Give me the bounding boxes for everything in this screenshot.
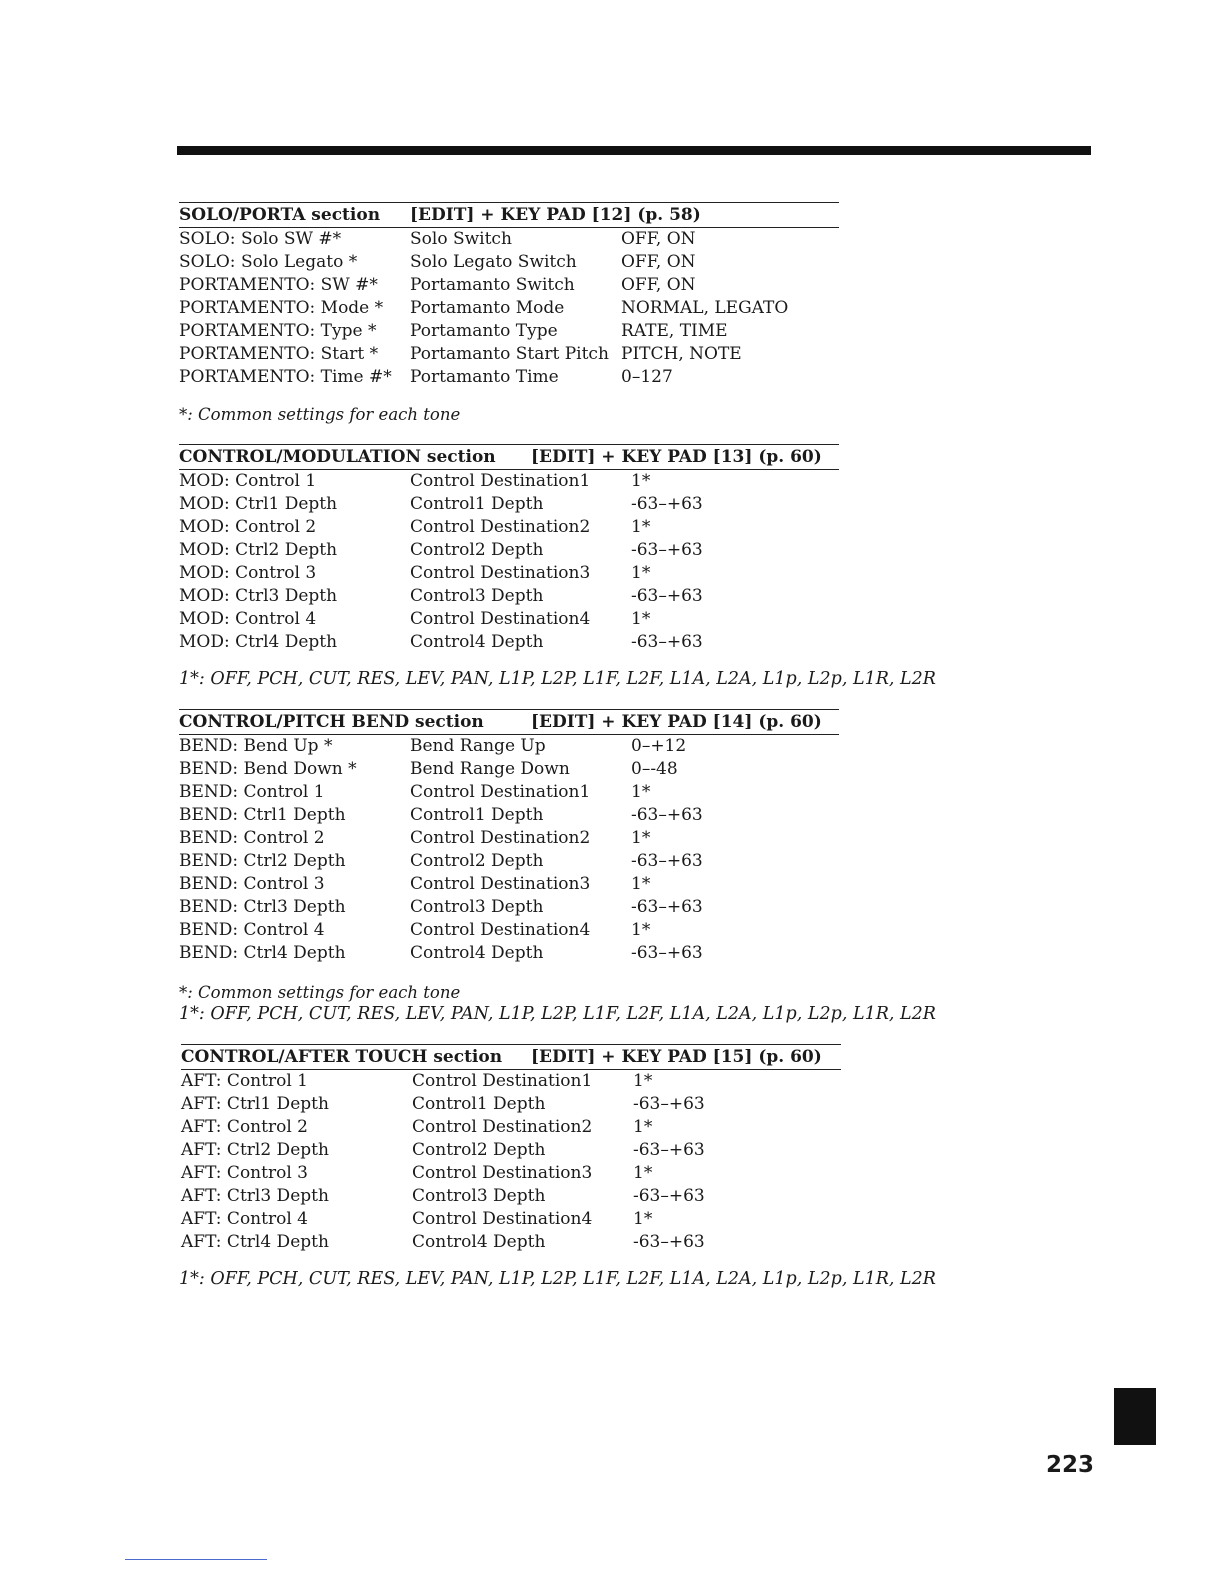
param-name: Portamanto Switch [410, 275, 575, 295]
section-access: [EDIT] + KEY PAD [15] (p. 60) [531, 1047, 822, 1067]
param-name: Control3 Depth [410, 897, 544, 917]
param-label: BEND: Control 3 [179, 874, 325, 894]
param-label: BEND: Bend Down * [179, 759, 357, 779]
section-header [179, 444, 839, 470]
section-header [179, 709, 839, 735]
table-row [179, 297, 839, 320]
param-range: 1* [633, 1071, 653, 1091]
param-range: NORMAL, LEGATO [621, 298, 789, 318]
param-name: Control Destination4 [410, 920, 591, 940]
param-name: Portamanto Type [410, 321, 558, 341]
table-row [179, 251, 839, 274]
param-range: -63–+63 [631, 586, 703, 606]
param-label: SOLO: Solo Legato * [179, 252, 358, 272]
param-name: Control3 Depth [410, 586, 544, 606]
table-row [181, 1208, 841, 1231]
param-label: AFT: Control 2 [181, 1117, 308, 1137]
common-settings-note: *: Common settings for each tone [179, 405, 461, 424]
param-label: BEND: Ctrl4 Depth [179, 943, 346, 963]
table-row [179, 562, 839, 585]
param-name: Control Destination3 [412, 1163, 593, 1183]
param-range: -63–+63 [633, 1140, 705, 1160]
table-row [179, 274, 839, 297]
param-range: -63–+63 [631, 943, 703, 963]
table-row [179, 735, 839, 758]
param-range: 0–-48 [631, 759, 678, 779]
control-pitch-bend-section [179, 709, 839, 965]
param-label: SOLO: Solo SW #* [179, 229, 342, 249]
param-label: MOD: Control 3 [179, 563, 317, 583]
param-label: AFT: Ctrl4 Depth [181, 1232, 329, 1252]
param-name: Control4 Depth [410, 632, 544, 652]
footer-link-underline [125, 1559, 267, 1560]
param-range: -63–+63 [631, 632, 703, 652]
param-label: BEND: Bend Up * [179, 736, 333, 756]
table-row [179, 896, 839, 919]
param-name: Control3 Depth [412, 1186, 546, 1206]
param-range: 1* [631, 828, 651, 848]
param-name: Control Destination2 [412, 1117, 593, 1137]
param-label: AFT: Control 4 [181, 1209, 308, 1229]
table-row [179, 320, 839, 343]
table-row [179, 781, 839, 804]
param-range: -63–+63 [631, 540, 703, 560]
param-label: MOD: Ctrl4 Depth [179, 632, 338, 652]
destination-note: 1*: OFF, PCH, CUT, RES, LEV, PAN, L1P, L2P, L1F, L2F, L1A, L2A, L1p, L2p, L1R, L2R [179, 1269, 936, 1289]
param-label: PORTAMENTO: Start * [179, 344, 379, 364]
param-label: BEND: Ctrl1 Depth [179, 805, 346, 825]
control-modulation-section [179, 444, 839, 654]
section-title: CONTROL/PITCH BEND section [179, 712, 484, 732]
table-row [179, 470, 839, 493]
table-row [179, 493, 839, 516]
param-name: Control Destination1 [410, 782, 591, 802]
table-row [179, 539, 839, 562]
param-name: Control2 Depth [412, 1140, 546, 1160]
param-name: Control2 Depth [410, 851, 544, 871]
table-row [179, 873, 839, 896]
param-range: 1* [633, 1209, 653, 1229]
chapter-tab-marker [1114, 1388, 1156, 1445]
param-name: Solo Switch [410, 229, 512, 249]
param-label: BEND: Ctrl2 Depth [179, 851, 346, 871]
control-after-touch-section [181, 1044, 841, 1254]
param-name: Control Destination4 [412, 1209, 593, 1229]
param-range: -63–+63 [633, 1186, 705, 1206]
param-name: Portamanto Time [410, 367, 559, 387]
param-range: -63–+63 [631, 851, 703, 871]
param-range: -63–+63 [633, 1094, 705, 1114]
table-row [179, 343, 839, 366]
section-header [179, 202, 839, 228]
param-name: Control Destination3 [410, 874, 591, 894]
param-label: MOD: Ctrl3 Depth [179, 586, 338, 606]
param-label: MOD: Control 4 [179, 609, 317, 629]
param-name: Portamanto Mode [410, 298, 565, 318]
table-row [179, 228, 839, 251]
param-name: Control Destination1 [412, 1071, 593, 1091]
param-label: MOD: Ctrl1 Depth [179, 494, 338, 514]
top-rule [177, 146, 1091, 155]
section-access: [EDIT] + KEY PAD [12] (p. 58) [410, 205, 701, 225]
param-label: AFT: Ctrl2 Depth [181, 1140, 329, 1160]
param-label: MOD: Ctrl2 Depth [179, 540, 338, 560]
param-range: OFF, ON [621, 252, 696, 272]
section-title: CONTROL/MODULATION section [179, 447, 496, 467]
param-label: AFT: Control 1 [181, 1071, 308, 1091]
param-range: 1* [631, 920, 651, 940]
param-label: BEND: Control 1 [179, 782, 325, 802]
param-name: Bend Range Up [410, 736, 546, 756]
param-name: Control4 Depth [410, 943, 544, 963]
param-range: 1* [631, 874, 651, 894]
param-name: Solo Legato Switch [410, 252, 577, 272]
param-label: BEND: Control 2 [179, 828, 325, 848]
param-range: 0–127 [621, 367, 673, 387]
param-label: MOD: Control 1 [179, 471, 317, 491]
param-range: 1* [631, 563, 651, 583]
param-range: OFF, ON [621, 275, 696, 295]
param-label: PORTAMENTO: Mode * [179, 298, 384, 318]
table-row [179, 850, 839, 873]
table-row [179, 804, 839, 827]
param-label: PORTAMENTO: Type * [179, 321, 377, 341]
table-row [179, 585, 839, 608]
table-row [181, 1162, 841, 1185]
param-range: 0–+12 [631, 736, 687, 756]
param-name: Control Destination4 [410, 609, 591, 629]
param-range: 1* [631, 517, 651, 537]
table-row [179, 919, 839, 942]
param-range: 1* [633, 1117, 653, 1137]
param-label: PORTAMENTO: SW #* [179, 275, 378, 295]
param-name: Portamanto Start Pitch [410, 344, 609, 364]
param-range: PITCH, NOTE [621, 344, 742, 364]
destination-note: 1*: OFF, PCH, CUT, RES, LEV, PAN, L1P, L2P, L1F, L2F, L1A, L2A, L1p, L2p, L1R, L2R [179, 669, 936, 689]
param-range: -63–+63 [631, 805, 703, 825]
table-row [179, 608, 839, 631]
table-row [181, 1093, 841, 1116]
section-title: SOLO/PORTA section [179, 205, 381, 225]
section-access: [EDIT] + KEY PAD [13] (p. 60) [531, 447, 822, 467]
table-row [179, 631, 839, 654]
param-label: MOD: Control 2 [179, 517, 317, 537]
table-row [179, 516, 839, 539]
param-range: 1* [633, 1163, 653, 1183]
param-range: OFF, ON [621, 229, 696, 249]
table-row [179, 942, 839, 965]
param-label: BEND: Ctrl3 Depth [179, 897, 346, 917]
param-range: 1* [631, 782, 651, 802]
param-label: AFT: Control 3 [181, 1163, 308, 1183]
param-label: AFT: Ctrl3 Depth [181, 1186, 329, 1206]
param-range: 1* [631, 471, 651, 491]
param-name: Control Destination2 [410, 517, 591, 537]
param-name: Control1 Depth [410, 494, 544, 514]
param-label: AFT: Ctrl1 Depth [181, 1094, 329, 1114]
common-settings-note: *: Common settings for each tone [179, 983, 461, 1002]
section-title: CONTROL/AFTER TOUCH section [181, 1047, 503, 1067]
table-row [181, 1070, 841, 1093]
solo-porta-section [179, 202, 839, 389]
table-row [181, 1185, 841, 1208]
param-range: 1* [631, 609, 651, 629]
param-name: Control2 Depth [410, 540, 544, 560]
param-label: BEND: Control 4 [179, 920, 325, 940]
param-name: Control4 Depth [412, 1232, 546, 1252]
table-row [181, 1116, 841, 1139]
table-row [181, 1231, 841, 1254]
param-name: Control Destination3 [410, 563, 591, 583]
param-range: -63–+63 [631, 494, 703, 514]
param-range: -63–+63 [631, 897, 703, 917]
param-name: Control Destination1 [410, 471, 591, 491]
table-row [179, 758, 839, 781]
table-row [179, 827, 839, 850]
page-number: 223 [1046, 1452, 1095, 1478]
table-row [181, 1139, 841, 1162]
section-access: [EDIT] + KEY PAD [14] (p. 60) [531, 712, 822, 732]
destination-note: 1*: OFF, PCH, CUT, RES, LEV, PAN, L1P, L2P, L1F, L2F, L1A, L2A, L1p, L2p, L1R, L2R [179, 1004, 936, 1024]
param-range: RATE, TIME [621, 321, 728, 341]
table-row [179, 366, 839, 389]
param-name: Control1 Depth [410, 805, 544, 825]
section-header [181, 1044, 841, 1070]
param-label: PORTAMENTO: Time #* [179, 367, 392, 387]
param-range: -63–+63 [633, 1232, 705, 1252]
param-name: Control1 Depth [412, 1094, 546, 1114]
param-name: Control Destination2 [410, 828, 591, 848]
param-name: Bend Range Down [410, 759, 570, 779]
